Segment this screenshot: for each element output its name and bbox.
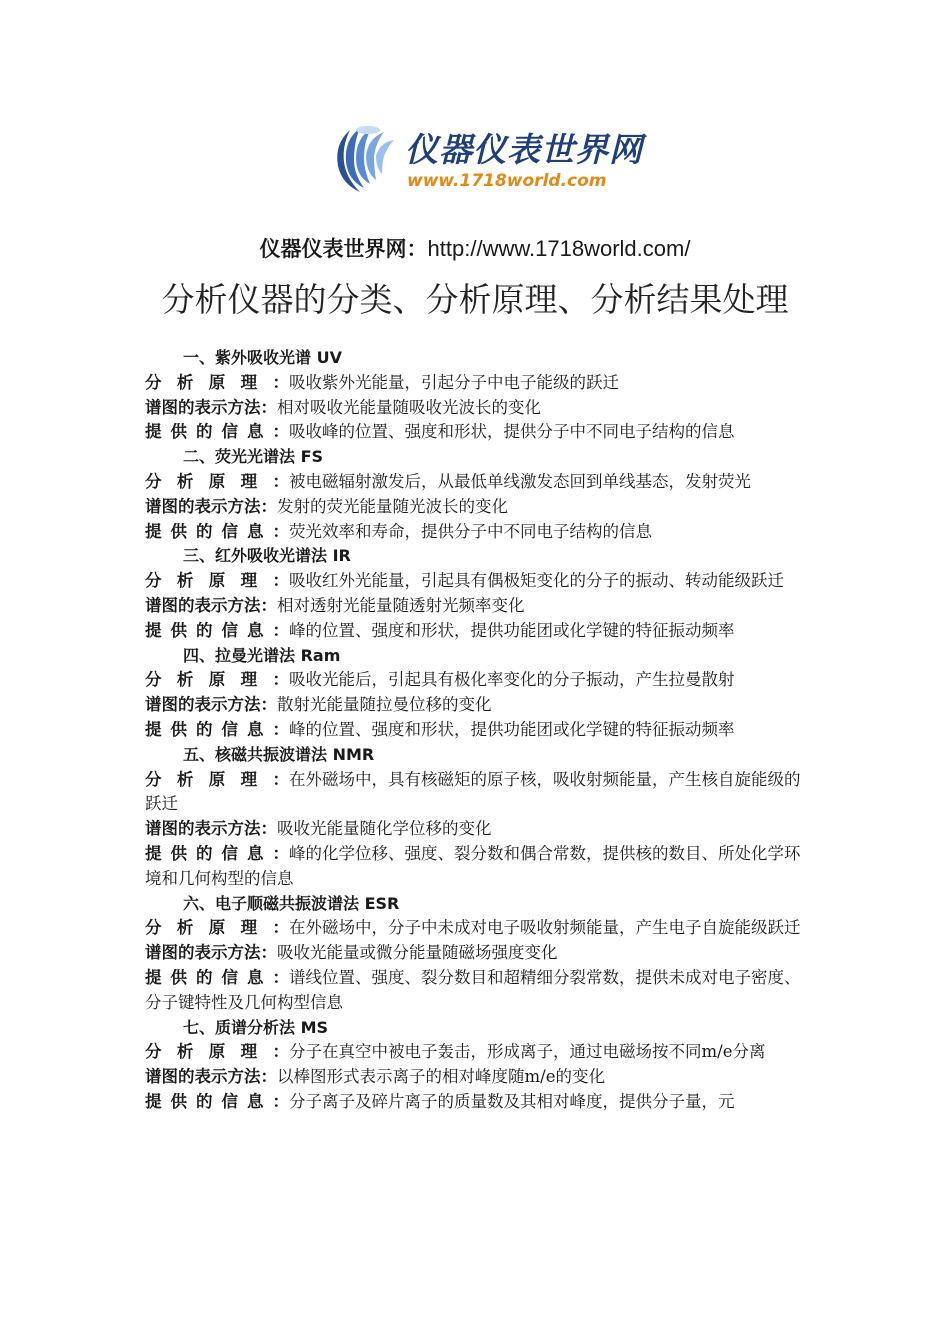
principle-row [145, 768, 810, 818]
principle-row [145, 668, 810, 693]
principle-label: 分析原理： [145, 1042, 289, 1062]
section [145, 544, 810, 643]
site-url-line [0, 235, 950, 263]
section [145, 346, 810, 445]
section-heading: 七、质谱分析法 MS [183, 1017, 329, 1037]
principle-text: 吸收紫外光能量，引起分子中电子能级的跃迁 [289, 372, 619, 392]
method-text: 吸收光能量或微分能量随磁场强度变化 [277, 943, 558, 963]
info-row [145, 1090, 810, 1115]
method-label: 谱图的表示方法： [145, 397, 277, 417]
principle-label: 分析原理： [145, 670, 289, 690]
method-row [145, 941, 810, 966]
info-text: 分子离子及碎片离子的质量数及其相对峰度，提供分子量，元 [289, 1091, 735, 1111]
info-row [145, 966, 810, 1016]
document-title: 分析仪器的分类、分析原理、分析结果处理 [161, 280, 789, 319]
principle-label: 分析原理： [145, 372, 289, 392]
principle-text: 吸收红外光能量，引起具有偶极矩变化的分子的振动、转动能级跃迁 [289, 571, 784, 591]
principle-label: 分析原理： [145, 571, 289, 591]
method-text: 散射光能量随拉曼位移的变化 [277, 695, 492, 715]
principle-text: 被电磁辐射激发后，从最低单线激发态回到单线基态，发射荧光 [289, 471, 751, 491]
method-label: 谱图的表示方法： [145, 595, 277, 615]
principle-label: 分析原理： [145, 769, 289, 789]
method-text: 以棒图形式表示离子的相对峰度随m/e的变化 [277, 1067, 605, 1087]
section [145, 644, 810, 743]
section-heading: 一、紫外吸收光谱 UV [183, 348, 342, 367]
method-text: 吸收光能量随化学位移的变化 [277, 819, 492, 839]
info-text: 吸收峰的位置、强度和形状，提供分子中不同电子结构的信息 [289, 422, 735, 442]
section-heading: 二、荧光光谱法 FS [183, 447, 324, 467]
principle-text: 吸收光能后，引起具有极化率变化的分子振动，产生拉曼散射 [289, 670, 735, 690]
principle-row [145, 569, 810, 594]
site-logo [330, 122, 643, 200]
section-heading: 五、核磁共振波谱法 NMR [183, 744, 375, 764]
section [145, 743, 810, 892]
document-body [145, 346, 810, 1115]
section-heading: 四、拉曼光谱法 Ram [183, 645, 341, 665]
info-row [145, 420, 810, 445]
method-text: 相对吸收光能量随吸收光波长的变化 [277, 397, 541, 417]
method-label: 谱图的表示方法： [145, 496, 277, 516]
method-text: 相对透射光能量随透射光频率变化 [277, 595, 525, 615]
method-row [145, 817, 810, 842]
info-label: 提供的信息： [145, 843, 289, 863]
info-label: 提供的信息： [145, 1091, 289, 1111]
principle-text: 在外磁场中，分子中未成对电子吸收射频能量，产生电子自旋能级跃迁 [289, 918, 801, 938]
method-row [145, 396, 810, 421]
info-text: 荧光效率和寿命，提供分子中不同电子结构的信息 [289, 521, 652, 541]
principle-row [145, 371, 810, 396]
principle-row [145, 916, 810, 941]
section-heading: 六、电子顺磁共振波谱法 ESR [183, 893, 400, 913]
logo-chinese-name: 仪器仪表世界网 [405, 130, 643, 169]
section [145, 1016, 810, 1115]
method-label: 谱图的表示方法： [145, 695, 277, 715]
info-text: 峰的位置、强度和形状，提供功能团或化学键的特征振动频率 [289, 620, 735, 640]
section [145, 892, 810, 1016]
method-label: 谱图的表示方法： [145, 943, 277, 963]
info-row [145, 718, 810, 743]
logo-url: www.1718world.com [407, 171, 607, 191]
info-text: 谱线位置、强度、裂分数目和超精细分裂常数，提供未成对电子密度、分子键特性及几何构型信息 [145, 967, 801, 1012]
method-text: 发射的荧光能量随光波长的变化 [277, 496, 508, 516]
principle-row [145, 470, 810, 495]
principle-label: 分析原理： [145, 918, 289, 938]
method-label: 谱图的表示方法： [145, 1067, 277, 1087]
method-row [145, 693, 810, 718]
principle-row [145, 1040, 810, 1065]
principle-text: 在外磁场中，具有核磁矩的原子核，吸收射频能量，产生核自旋能级的跃迁 [145, 769, 801, 814]
info-label: 提供的信息： [145, 620, 289, 640]
info-row [145, 619, 810, 644]
principle-text: 分子在真空中被电子轰击，形成离子，通过电磁场按不同m/e分离 [289, 1042, 766, 1062]
site-url-link[interactable]: http://www.1718world.com/ [427, 236, 691, 261]
section-heading: 三、红外吸收光谱法 IR [183, 546, 351, 566]
info-text: 峰的化学位移、强度、裂分数和偶合常数，提供核的数目、所处化学环境和几何构型的信息 [145, 843, 801, 888]
section [145, 445, 810, 544]
method-row [145, 1065, 810, 1090]
info-label: 提供的信息： [145, 422, 289, 442]
method-label: 谱图的表示方法： [145, 819, 277, 839]
method-row [145, 495, 810, 520]
info-label: 提供的信息： [145, 967, 289, 987]
info-label: 提供的信息： [145, 521, 289, 541]
method-row [145, 594, 810, 619]
info-label: 提供的信息： [145, 719, 289, 739]
info-row [145, 520, 810, 545]
globe-logo-icon [330, 122, 408, 200]
info-text: 峰的位置、强度和形状，提供功能团或化学键的特征振动频率 [289, 719, 735, 739]
site-name-label: 仪器仪表世界网： [259, 237, 428, 261]
info-row [145, 842, 810, 892]
principle-label: 分析原理： [145, 471, 289, 491]
